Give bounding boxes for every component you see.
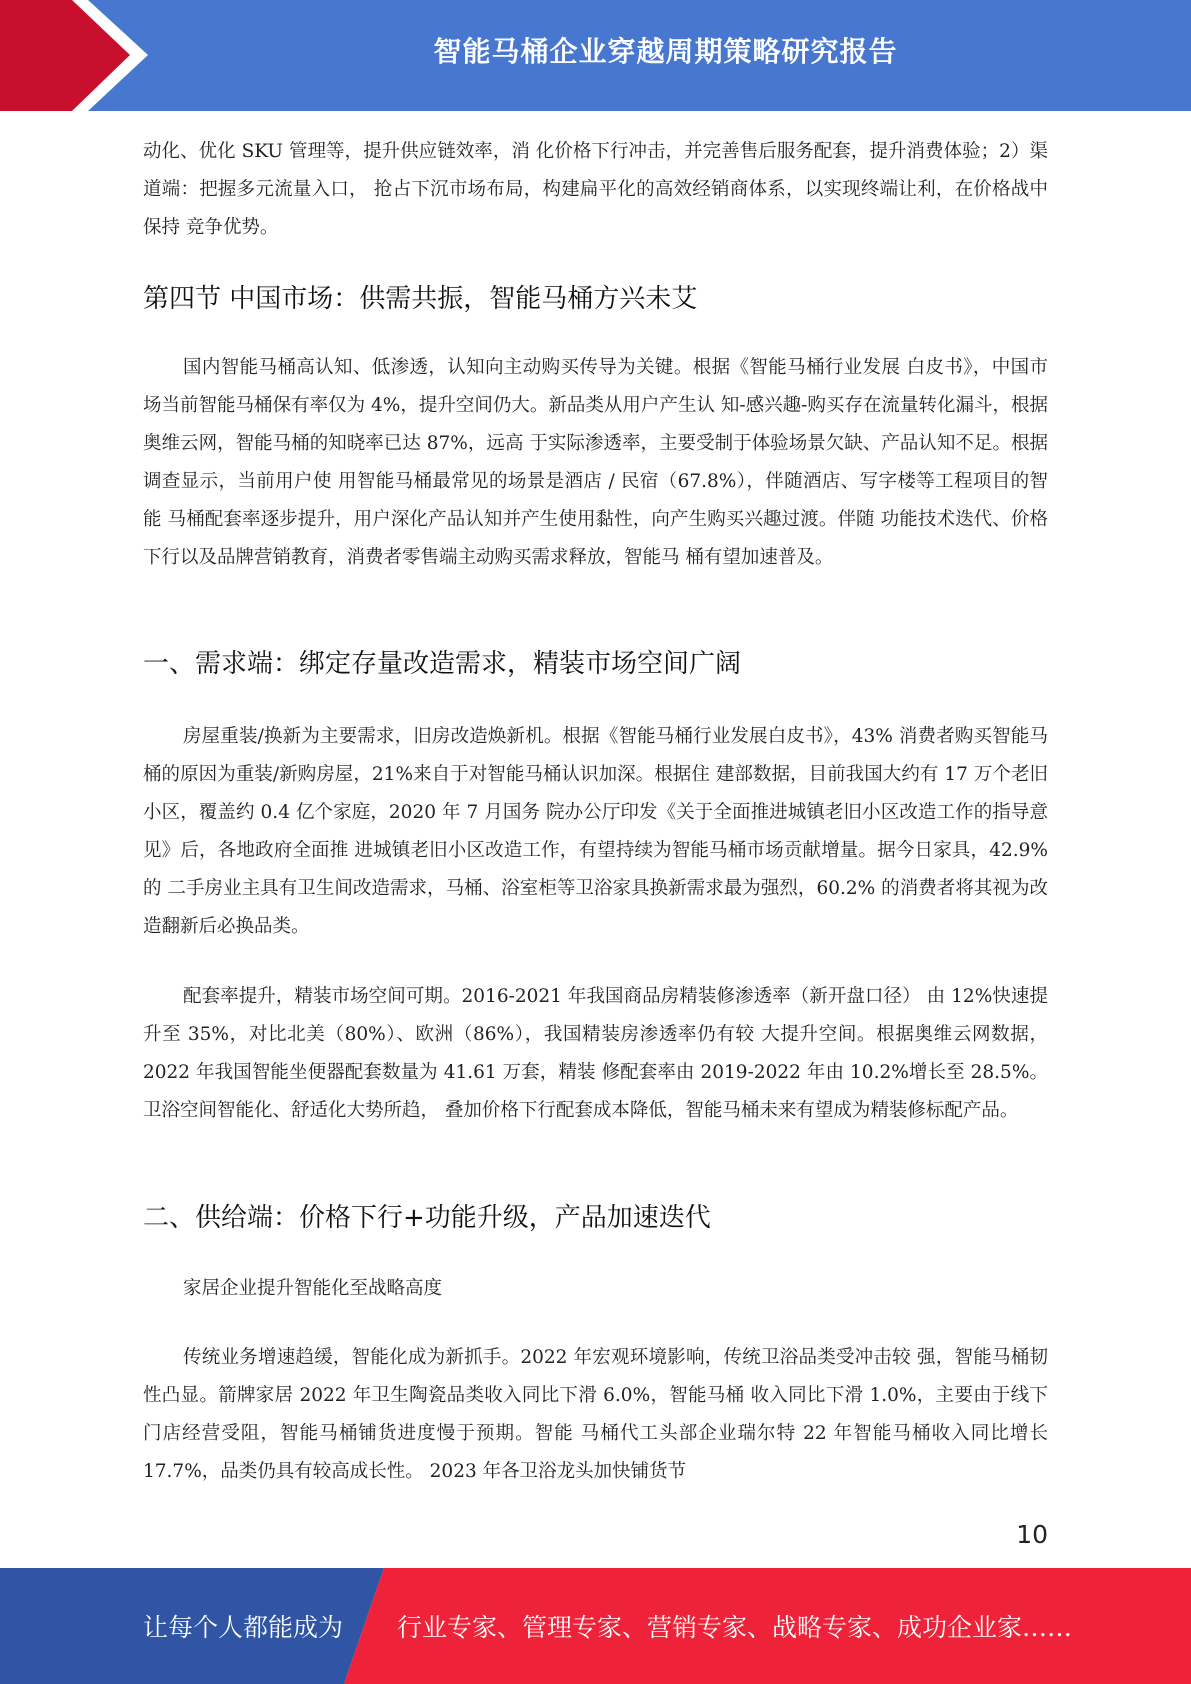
section-heading-4: 第四节 中国市场：供需共振，智能马桶方兴未艾 [143,284,698,314]
subsection-heading-supply: 二、供给端：价格下行+功能升级，产品加速迭代 [143,1203,711,1233]
page-number: 10 [1016,1520,1048,1549]
footer-slogan-right: 行业专家、管理专家、营销专家、战略专家、成功企业家…… [397,1613,1073,1642]
page-header [0,0,1191,111]
subsection-heading-demand: 一、需求端：绑定存量改造需求，精装市场空间广阔 [143,649,742,679]
footer-slogan-left: 让每个人都能成为 [143,1613,344,1642]
paragraph-4: 配套率提升，精装市场空间可期。2016-2021 年我国商品房精装修渗透率（新开盘口径） 由 12%快速提升至 35%，对比北美（80%）、欧洲（86%），我国精装房渗透率仍有较 大提升空间。根据奥维云网数据，2022 年我国智能坐便器配套数量为 41.61 万套，精装 修配套率由 2019-2022 年由 10.2%增长至 28.5%。卫浴空间智能化、舒适化大势所趋， 叠加价格下行配套成本降低，智能马桶未来有望成为精装修标配产品。 [143,986,1048,1121]
paragraph-5: 家居企业提升智能化至战略高度 [183,1278,443,1299]
report-title: 智能马桶企业穿越周期策略研究报告 [433,35,898,68]
paragraph-2: 国内智能马桶高认知、低渗透，认知向主动购买传导为关键。根据《智能马桶行业发展 白皮书》，中国市场当前智能马桶保有率仅为 4%，提升空间仍大。新品类从用户产生认 知-感兴趣-购买存在流量转化漏斗，根据奥维云网，智能马桶的知晓率已达 87%，远高 于实际渗透率，主要受制于体验场景欠缺、产品认知不足。根据调查显示，当前用户使 用智能马桶最常见的场景是酒店 / 民宿（67.8%），伴随酒店、写字楼等工程项目的智能 马桶配套率逐步提升，用户深化产品认知并产生使用黏性，向产生购买兴趣过渡。伴随 功能技术迭代、价格下行以及品牌营销教育，消费者零售端主动购买需求释放，智能马 桶有望加速普及。 [143,357,1048,568]
paragraph-1: 动化、优化 SKU 管理等，提升供应链效率，消 化价格下行冲击，并完善售后服务配套，提升消费体验；2）渠道端：把握多元流量入口， 抢占下沉市场布局，构建扁平化的高效经销商体系，以实现终端让利，在价格战中保持 竞争优势。 [143,141,1048,238]
page-footer [0,1568,1191,1684]
paragraph-6: 传统业务增速趋缓，智能化成为新抓手。2022 年宏观环境影响，传统卫浴品类受冲击较 强，智能马桶韧性凸显。箭牌家居 2022 年卫生陶瓷品类收入同比下滑 6.0%，智能马桶 收入同比下滑 1.0%，主要由于线下门店经营受阻，智能马桶铺货进度慢于预期。智能 马桶代工头部企业瑞尔特 22 年智能马桶收入同比增长 17.7%，品类仍具有较高成长性。 2023 年各卫浴龙头加快铺货节 [143,1347,1048,1482]
paragraph-3: 房屋重装/换新为主要需求，旧房改造焕新机。根据《智能马桶行业发展白皮书》，43% 消费者购买智能马桶的原因为重装/新购房屋，21%来自于对智能马桶认识加深。根据住 建部数据，目前我国大约有 17 万个老旧小区，覆盖约 0.4 亿个家庭，2020 年 7 月国务 院办公厅印发《关于全面推进城镇老旧小区改造工作的指导意见》后，各地政府全面推 进城镇老旧小区改造工作，有望持续为智能马桶市场贡献增量。据今日家具，42.9%的 二手房业主具有卫生间改造需求，马桶、浴室柜等卫浴家具换新需求最为强烈，60.2% 的消费者将其视为改造翻新后必换品类。 [143,726,1048,937]
